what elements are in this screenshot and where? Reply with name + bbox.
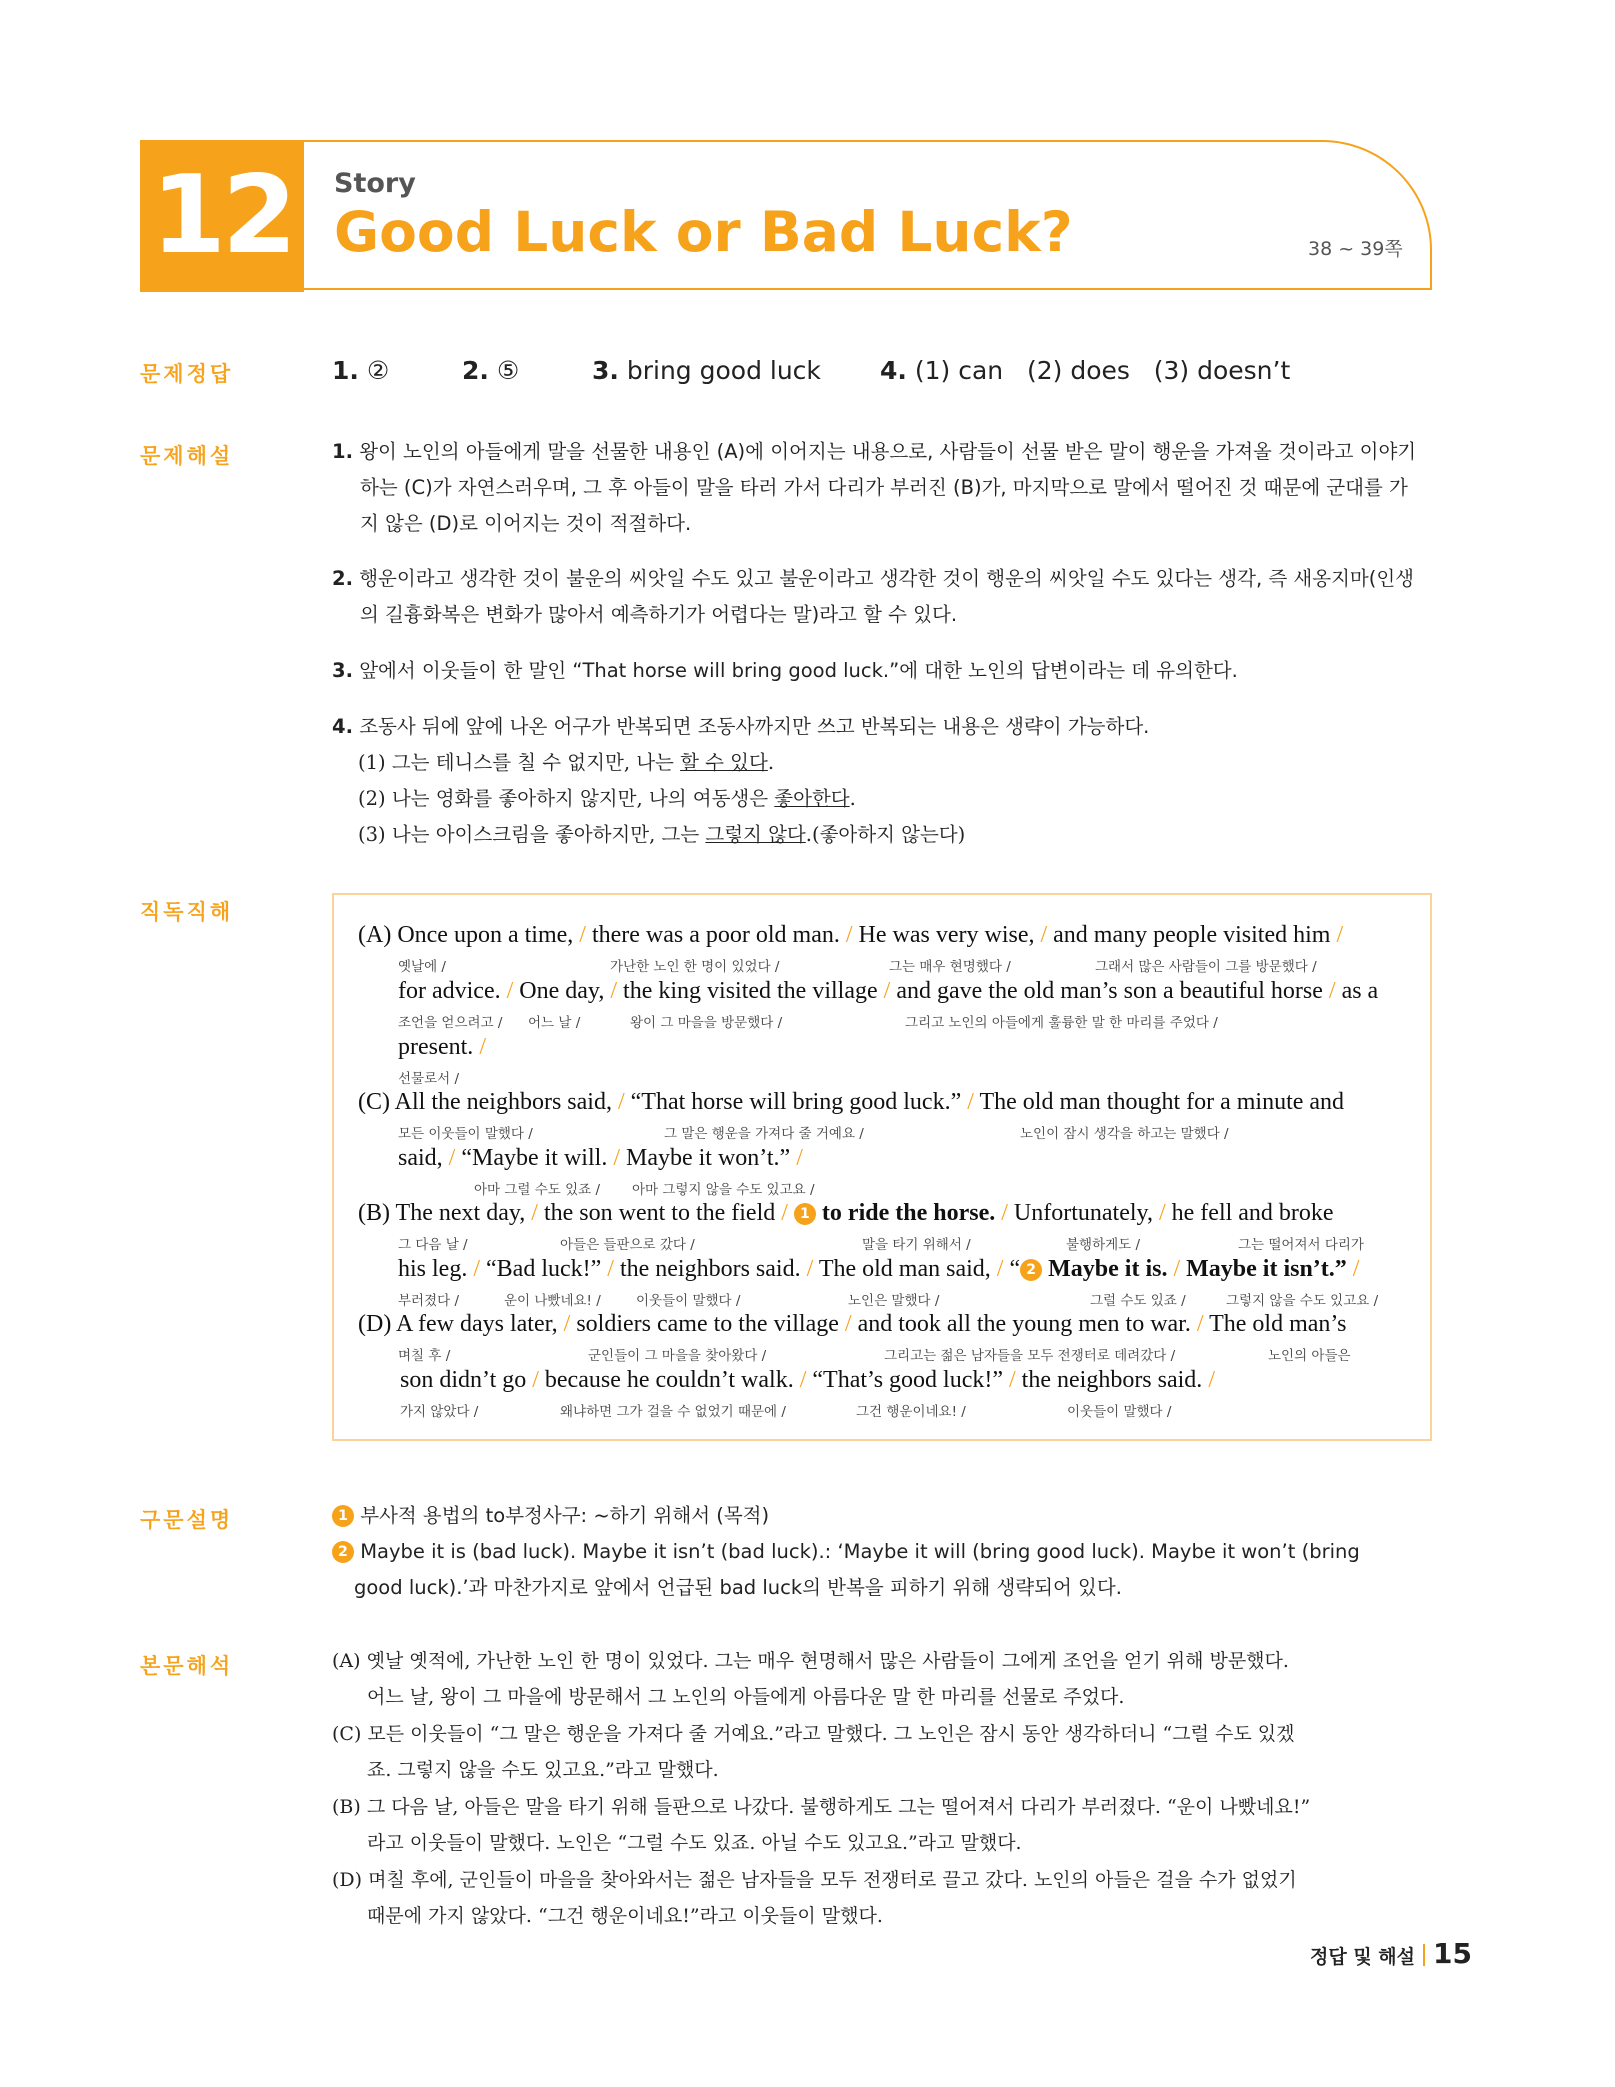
reading-gloss: 군인들이 그 마을을 찾아왔다 /	[588, 1348, 767, 1364]
chapter-number: 12	[150, 153, 294, 278]
reading-gloss: 그래서 많은 사람들이 그를 방문했다 /	[1095, 959, 1317, 975]
answer-3: 3. bring good luck	[592, 356, 821, 385]
reading-gloss: 그는 떨어져서 다리가	[1238, 1237, 1364, 1253]
reading-gloss: 말을 타기 위해서 /	[862, 1237, 971, 1253]
reading-gloss: 불행하게도 /	[1066, 1237, 1141, 1253]
reading-gloss: 왕이 그 마을을 방문했다 /	[630, 1015, 783, 1031]
reading-gloss: 아마 그렇지 않을 수도 있고요 /	[632, 1182, 815, 1198]
reading-gloss: 모든 이웃들이 말했다 /	[398, 1126, 533, 1142]
reading-gloss: 노인의 아들은	[1268, 1348, 1351, 1364]
reading-gloss: 노인은 말했다 /	[848, 1293, 940, 1309]
reading-c-line1: (C) All the neighbors said, / “That horse will bring good luck.” / The old man thought for a minute and	[358, 1089, 1345, 1115]
reading-gloss: 운이 나빴네요! /	[504, 1293, 601, 1309]
reading-d-line2: son didn’t go / because he couldn’t walk. / “That’s good luck!” / the neighbors said. /	[400, 1367, 1215, 1393]
reading-gloss: 그는 매우 현명했다 /	[889, 959, 1011, 975]
reading-gloss: 노인이 잠시 생각을 하고는 말했다 /	[1020, 1126, 1229, 1142]
answer-4: 4. (1) can (2) does (3) doesn’t	[880, 356, 1291, 385]
grammar-note-1: 1 부사적 용법의 to부정사구: ~하기 위해서 (목적)	[332, 1498, 769, 1534]
marker-2-icon: 2	[332, 1541, 354, 1563]
marker-1-icon: 1	[794, 1203, 816, 1225]
grammar-note-2: 2 Maybe it is (bad luck). Maybe it isn’t (bad luck).: ‘Maybe it will (bring good luck). Maybe it won’t (bring	[332, 1534, 1360, 1570]
page-number: 15	[1433, 1937, 1472, 1970]
reading-gloss: 아마 그럴 수도 있죠 /	[474, 1182, 601, 1198]
reading-gloss: 왜냐하면 그가 걸을 수 없었기 때문에 /	[560, 1404, 786, 1420]
marker-1-icon: 1	[332, 1505, 354, 1527]
example-sentence-1: (1) 그는 테니스를 칠 수 없지만, 나는 할 수 있다.	[358, 751, 775, 774]
reading-gloss: 가지 않았다 /	[400, 1404, 479, 1420]
section-label-answers: 문제정답	[140, 362, 234, 386]
explanation-1: 1. 왕이 노인의 아들에게 말을 선물한 내용인 (A)에 이어지는 내용으로, 사람들이 선물 받은 말이 행운을 가져올 것이라고 이야기 하는 (C)가 자연스러우며, 그 후 아들이 말을 타러 가서 다리가 부러진 (B)가, 마지막으로 말에서 떨어진 것 때문에 군대를 가 지 않은 (D)로 이어지는 것이 적절하다.	[332, 440, 1417, 535]
lesson-type: Story	[334, 168, 416, 199]
section-label-reading: 직독직해	[140, 900, 234, 924]
translation-d: (D) 며칠 후에, 군인들이 마을을 찾아와서는 젊은 남자들을 모두 전쟁터로 끌고 갔다. 노인의 아들은 걸을 수가 없었기 때문에 가지 않았다. “그건 행운이네요!”라고 이웃들이 말했다.	[332, 1869, 1297, 1927]
reading-gloss: 그리고는 젊은 남자들을 모두 전쟁터로 데려갔다 /	[884, 1348, 1176, 1364]
reading-gloss: 며칠 후 /	[398, 1348, 451, 1364]
reading-gloss: 아들은 들판으로 갔다 /	[560, 1237, 695, 1253]
answer-1: 1. ②	[332, 356, 390, 385]
reading-gloss: 조언을 얻으려고 /	[398, 1015, 503, 1031]
reading-gloss: 그렇지 않을 수도 있고요 /	[1226, 1293, 1379, 1309]
example-sentence-3: (3) 나는 아이스크림을 좋아하지만, 그는 그렇지 않다.(좋아하지 않는다)	[358, 823, 966, 846]
grammar-note-2-cont: good luck).’과 마찬가지로 앞에서 언급된 bad luck의 반복을 피하기 위해 생략되어 있다.	[354, 1576, 1122, 1599]
lesson-title: Good Luck or Bad Luck?	[334, 200, 1073, 264]
reading-gloss: 어느 날 /	[528, 1015, 581, 1031]
translation-b: (B) 그 다음 날, 아들은 말을 타기 위해 들판으로 나갔다. 불행하게도 그는 떨어져서 다리가 부러졌다. “운이 나빴네요!” 라고 이웃들이 말했다. 노인은 “그럴 수도 있죠. 아닐 수도 있고요.”라고 말했다.	[332, 1796, 1311, 1854]
reading-gloss: 옛날에 /	[398, 959, 446, 975]
page-footer: 정답 및 해설 15	[1310, 1937, 1472, 1970]
reading-gloss: 그럴 수도 있죠 /	[1090, 1293, 1186, 1309]
reading-b-line2: his leg. / “Bad luck!” / the neighbors said. / The old man said, / “ 2 Maybe it is. / Maybe it isn’t.” /	[398, 1256, 1360, 1282]
reading-b-line1: (B) The next day, / the son went to the field / 1 to ride the horse. / Unfortunately, / he fell and broke	[358, 1200, 1334, 1226]
reading-a-line1: (A) Once upon a time, / there was a poor old man. / He was very wise, / and many people visited him /	[358, 922, 1344, 948]
explanation-3: 3. 앞에서 이웃들이 한 말인 “That horse will bring good luck.”에 대한 노인의 답변이라는 데 유의한다.	[332, 659, 1238, 682]
reading-gloss: 그 말은 행운을 가져다 줄 거예요 /	[664, 1126, 864, 1142]
reading-gloss: 이웃들이 말했다 /	[1067, 1404, 1172, 1420]
reading-gloss: 선물로서 /	[398, 1071, 460, 1087]
translation-c: (C) 모든 이웃들이 “그 말은 행운을 가져다 줄 거예요.”라고 말했다. 그 노인은 잠시 동안 생각하더니 “그럴 수도 있겠 죠. 그렇지 않을 수도 있고요.”라고 말했다.	[332, 1723, 1295, 1781]
marker-2-icon: 2	[1020, 1259, 1042, 1281]
page-reference: 38 ~ 39쪽	[1308, 238, 1403, 260]
section-label-explanation: 문제해설	[140, 444, 234, 468]
reading-gloss: 이웃들이 말했다 /	[636, 1293, 741, 1309]
reading-gloss: 그리고 노인의 아들에게 훌륭한 말 한 마리를 주었다 /	[905, 1015, 1218, 1031]
explanation-4: 4. 조동사 뒤에 앞에 나온 어구가 반복되면 조동사까지만 쓰고 반복되는 내용은 생략이 가능하다.	[332, 715, 1150, 738]
reading-a-line3: present. /	[398, 1034, 486, 1060]
reading-gloss: 부러졌다 /	[398, 1293, 460, 1309]
reading-gloss: 그건 행운이네요! /	[856, 1404, 966, 1420]
reading-gloss: 그 다음 날 /	[398, 1237, 468, 1253]
section-label-grammar: 구문설명	[140, 1508, 234, 1532]
example-sentence-2: (2) 나는 영화를 좋아하지 않지만, 나의 여동생은 좋아한다.	[358, 787, 856, 810]
explanation-2: 2. 행운이라고 생각한 것이 불운의 씨앗일 수도 있고 불운이라고 생각한 것이 행운의 씨앗일 수도 있다는 생각, 즉 새옹지마(인생 의 길흉화복은 변화가 많아서 예측하기가 어렵다는 말)라고 할 수 있다.	[332, 567, 1415, 626]
translation-a: (A) 옛날 옛적에, 가난한 노인 한 명이 있었다. 그는 매우 현명해서 많은 사람들이 그에게 조언을 얻기 위해 방문했다. 어느 날, 왕이 그 마을에 방문해서 그 노인의 아들에게 아름다운 말 한 마리를 선물로 주었다.	[332, 1650, 1289, 1708]
answer-2: 2. ⑤	[462, 356, 520, 385]
reading-c-line2: said, / “Maybe it will. / Maybe it won’t.” /	[398, 1145, 803, 1171]
reading-a-line2: for advice. / One day, / the king visited the village / and gave the old man’s son a beautiful horse / as a	[398, 978, 1379, 1004]
section-label-translation: 본문해석	[140, 1654, 234, 1678]
reading-d-line1: (D) A few days later, / soldiers came to the village / and took all the young men to war. / The old man’s	[358, 1311, 1347, 1337]
reading-gloss: 가난한 노인 한 명이 있었다 /	[610, 959, 780, 975]
